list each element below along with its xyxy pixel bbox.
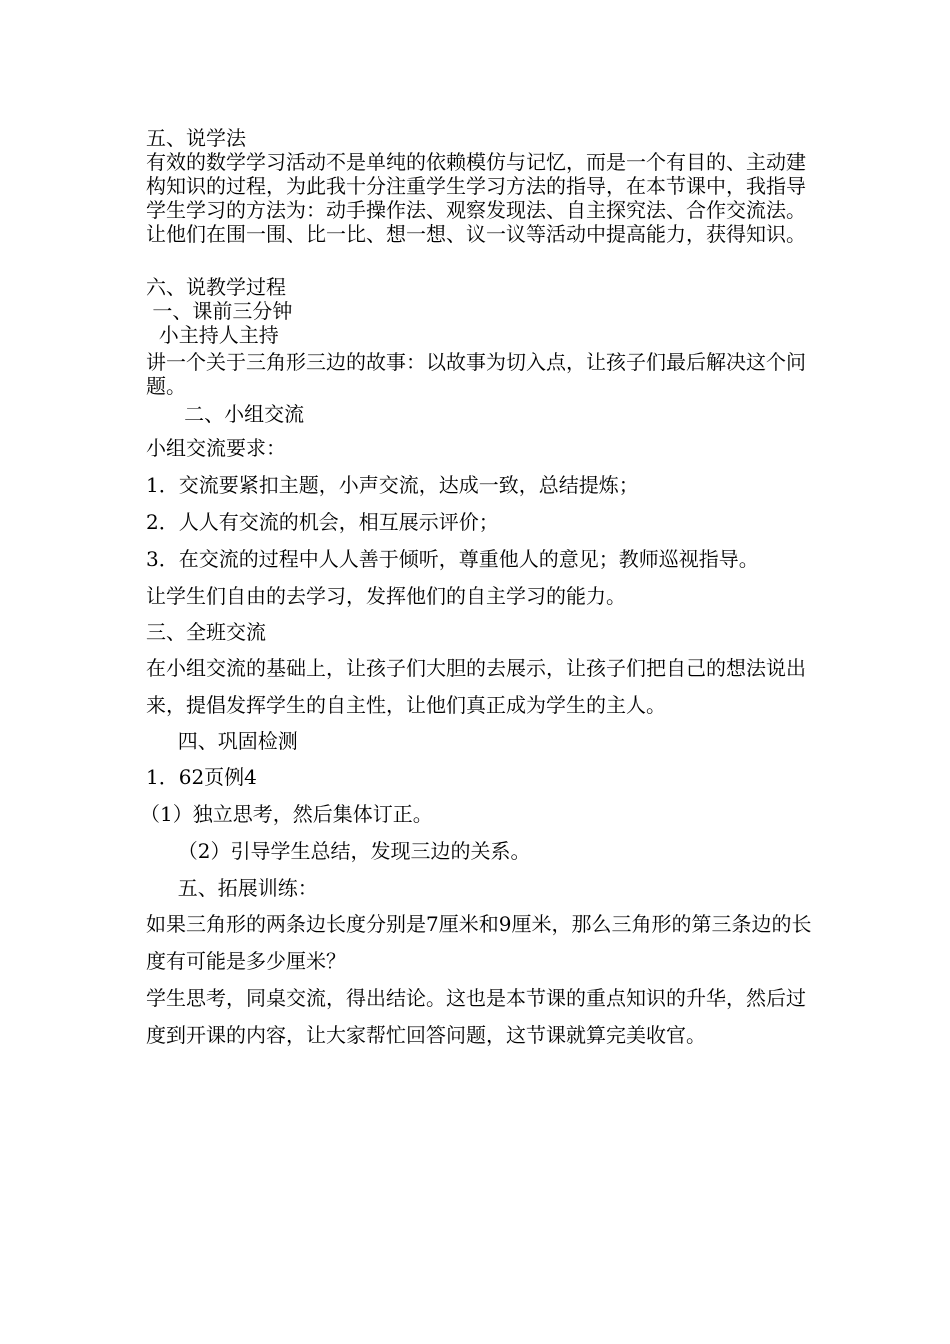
step-five-conclusion: 学生思考，同桌交流，得出结论。这也是本节课的重点知识的升华，然后过度到开课的内容，让大家帮忙回答问题，这节课就算完美收官。 bbox=[146, 986, 806, 1047]
requirement-item-3: 3．在交流的过程中人人善于倾听，尊重他人的意见；教师巡视指导。 bbox=[146, 547, 759, 571]
exercise-item-1: 1．62页例4 bbox=[146, 765, 257, 789]
requirement-item-1: 1．交流要紧扣主题，小声交流，达成一致，总结提炼； bbox=[146, 473, 639, 497]
step-two-note: 让学生们自由的去学习，发挥他们的自主学习的能力。 bbox=[146, 584, 626, 608]
step-five-heading: 五、拓展训练： bbox=[146, 876, 318, 900]
step-one-paragraph: 讲一个关于三角形三边的故事：以故事为切入点，让孩子们最后解决这个问题。 bbox=[146, 350, 806, 398]
exercise-subitem-1: （1）独立思考，然后集体订正。 bbox=[140, 802, 433, 826]
step-three-heading: 三、全班交流 bbox=[146, 620, 266, 644]
step-four-heading: 四、巩固检测 bbox=[146, 729, 298, 753]
group-discussion-requirements: 小组交流要求： bbox=[146, 436, 286, 460]
step-one-heading: 一、课前三分钟 bbox=[146, 299, 293, 323]
step-one-subheading: 小主持人主持 bbox=[146, 323, 279, 347]
section-five-paragraph: 有效的数学学习活动不是单纯的依赖模仿与记忆，而是一个有目的、主动建构知识的过程，为此我十分注重学生学习方法的指导，在本节课中，我指导学生学习的方法为：动手操作法、观察发现法、自主探究法、合作交流法。让他们在围一围、比一比、想一想、议一议等活动中提高能力，获得知识。 bbox=[146, 150, 806, 246]
section-six-heading: 六、说教学过程 bbox=[146, 275, 286, 299]
step-two-heading: 二、小组交流 bbox=[146, 402, 305, 426]
section-five-heading: 五、说学法 bbox=[146, 126, 246, 150]
requirement-item-2: 2．人人有交流的机会，相互展示评价； bbox=[146, 510, 499, 534]
exercise-subitem-2: （2）引导学生总结，发现三边的关系。 bbox=[146, 839, 531, 863]
step-three-paragraph: 在小组交流的基础上，让孩子们大胆的去展示，让孩子们把自己的想法说出来，提倡发挥学生的自主性，让他们真正成为学生的主人。 bbox=[146, 656, 806, 717]
step-five-question: 如果三角形的两条边长度分别是7厘米和9厘米，那么三角形的第三条边的长度有可能是多少厘米？ bbox=[146, 912, 812, 973]
